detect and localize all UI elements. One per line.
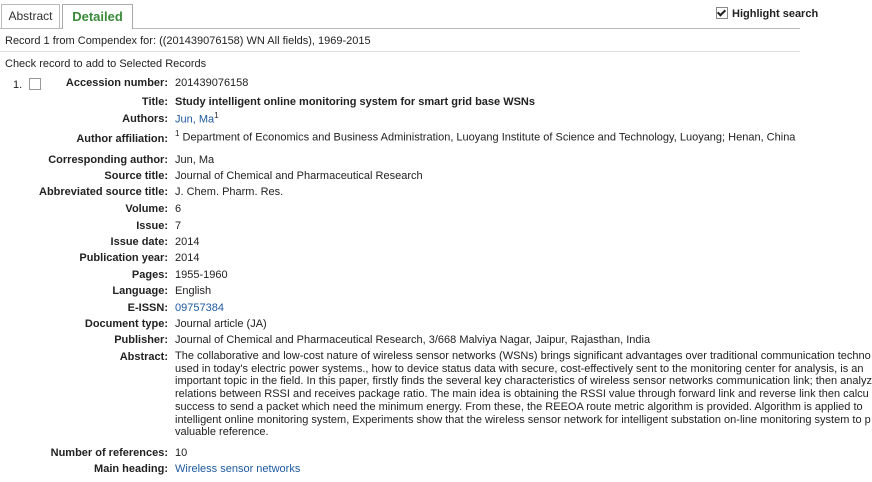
- issue-value: 7: [175, 220, 182, 232]
- title-value: Study intelligent online monitoring system for smart grid base WSNs: [175, 96, 535, 108]
- main-heading-label: Main heading:: [94, 463, 168, 475]
- affiliation-label: Author affiliation:: [76, 133, 168, 145]
- eissn-link[interactable]: 09757384: [175, 302, 224, 314]
- author-sup: 1: [214, 111, 219, 120]
- highlight-label: Highlight search: [732, 8, 819, 20]
- tab-abstract[interactable]: Abstract: [1, 4, 60, 28]
- language-value: English: [175, 285, 212, 297]
- record-select-checkbox[interactable]: [29, 78, 41, 90]
- abbrev-label: Abbreviated source title:: [39, 186, 168, 198]
- issue-date-value: 2014: [175, 236, 200, 248]
- issue-label: Issue:: [136, 220, 168, 232]
- source-value: Journal of Chemical and Pharmaceutical Research: [175, 170, 423, 182]
- record-index: 1.: [13, 79, 23, 91]
- highlight-search-toggle[interactable]: [716, 7, 818, 20]
- abstract-text: [175, 350, 872, 439]
- pub-year-label: Publication year:: [79, 252, 168, 264]
- title-label: Title:: [141, 96, 168, 108]
- abbrev-value: J. Chem. Pharm. Res.: [175, 186, 284, 198]
- source-label: Source title:: [104, 170, 168, 182]
- doc-type-value: Journal article (JA): [175, 318, 267, 330]
- abstract-line: used in today's electric power systems., how to device status data with secure, cost-effectively sent to the monitoring center for analysis, is an: [175, 362, 864, 375]
- corresponding-label: Corresponding author:: [48, 154, 168, 166]
- pages-label: Pages:: [131, 269, 168, 281]
- affiliation-entry: [175, 129, 795, 144]
- publisher-label: Publisher:: [114, 334, 168, 346]
- check-record-hint: Check record to add to Selected Records: [5, 58, 207, 70]
- eissn-label: E-ISSN:: [127, 302, 168, 314]
- pub-year-value: 2014: [175, 252, 200, 264]
- record-info: Record 1 from Compendex for: ((201439076158) WN All fields), 1969-2015: [5, 35, 371, 47]
- volume-value: 6: [175, 203, 182, 215]
- divider: [0, 51, 800, 52]
- accession-value: 201439076158: [175, 77, 249, 89]
- corresponding-value: Jun, Ma: [175, 154, 215, 166]
- num-refs-label: Number of references:: [50, 447, 168, 459]
- affiliation-value: Department of Economics and Business Administration, Luoyang Institute of Science and Technology, Luoyang; Henan, China: [182, 131, 796, 144]
- tab-detailed[interactable]: Detailed: [62, 4, 133, 29]
- author-link[interactable]: Jun, Ma: [175, 113, 215, 126]
- affiliation-sup: 1: [175, 129, 180, 138]
- accession-label: Accession number:: [65, 77, 168, 89]
- issue-date-label: Issue date:: [110, 236, 168, 248]
- author-entry: [175, 111, 219, 126]
- main-heading-link[interactable]: Wireless sensor networks: [175, 463, 301, 475]
- pages-value: 1955-1960: [175, 269, 228, 281]
- publisher-value: Journal of Chemical and Pharmaceutical Research, 3/668 Malviya Nagar, Jaipur, Rajasthan, India: [175, 334, 651, 346]
- authors-label: Authors:: [122, 113, 168, 125]
- abstract-line: valuable reference.: [175, 426, 269, 439]
- abstract-line: intelligent online monitoring system, Experiments show that the wireless sensor network for intelligent substation on-line monitoring system to p: [175, 413, 871, 426]
- tab-bar: [0, 0, 819, 29]
- highlight-checkbox[interactable]: [716, 7, 728, 19]
- abstract-line: important topic in the field. In this paper, firstly finds the several key characteristics of wireless sensor networks communication link; then analyz: [175, 375, 872, 388]
- doc-type-label: Document type:: [84, 318, 168, 330]
- abstract-line: The collaborative and low-cost nature of wireless sensor networks (WSNs) brings significant advantages over traditional communication techno: [175, 350, 871, 362]
- language-label: Language:: [112, 285, 168, 297]
- num-refs-value: 10: [175, 447, 188, 459]
- volume-label: Volume:: [125, 203, 168, 215]
- abstract-line: success to send a packet which need the minimum energy. From these, the REEOA route metric algorithm is provided. Algorithm is applied to: [175, 400, 863, 413]
- abstract-line: relations between RSSI and receives package ratio. The main idea is obtaining the RSSI value through forward link and reverse link then calcu: [175, 388, 869, 401]
- abstract-label: Abstract:: [119, 351, 168, 363]
